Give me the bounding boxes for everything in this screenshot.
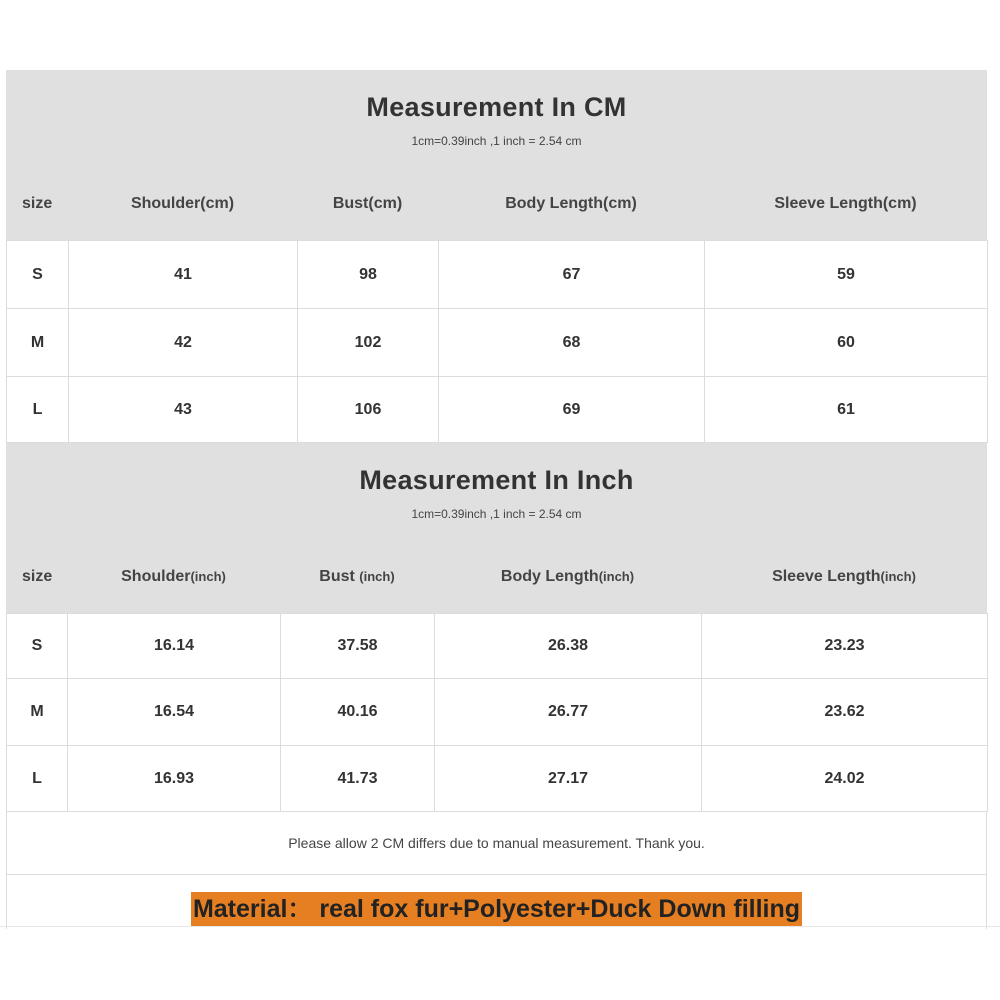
inch-cell: 23.23: [702, 614, 988, 679]
material-label: Material： real fox fur+Polyester+Duck Down filling: [191, 892, 802, 926]
inch-cell: 16.93: [68, 746, 281, 812]
cm-header-sleeve-length: Sleeve Length(cm): [774, 195, 917, 212]
cm-cell: 41: [69, 241, 298, 309]
inch-cell: 16.54: [68, 679, 281, 746]
inch-header-bust: [280, 568, 434, 586]
inch-cell: 27.17: [435, 746, 702, 812]
inch-size-m: M: [7, 679, 68, 746]
inch-cell: 40.16: [281, 679, 435, 746]
inch-cell: 24.02: [702, 746, 988, 812]
cm-header-bust: Bust(cm): [332, 195, 403, 212]
cm-cell: 43: [69, 377, 298, 443]
table-row: [7, 614, 988, 679]
inch-table: [6, 613, 988, 812]
cm-title: Measurement In CM: [366, 92, 627, 122]
table-row: [7, 309, 988, 377]
size-chart: [6, 70, 987, 929]
cm-conversion-note: 1cm=0.39inch ,1 inch = 2.54 cm: [411, 134, 582, 148]
inch-header-block: [6, 443, 987, 613]
inch-header-shoulder: [67, 568, 280, 586]
cm-cell: 67: [439, 241, 705, 309]
inch-size-s: S: [7, 614, 68, 679]
cm-cell: 98: [298, 241, 439, 309]
cm-cell: 42: [69, 309, 298, 377]
inch-header-sleeve-length: [701, 568, 987, 586]
cm-cell: 61: [705, 377, 988, 443]
cm-header-shoulder: Shoulder(cm): [130, 195, 235, 212]
inch-unit: (inch): [598, 569, 635, 584]
measurement-disclaimer: Please allow 2 CM differs due to manual measurement. Thank you.: [6, 812, 987, 875]
inch-cell: 41.73: [281, 746, 435, 812]
table-row: [7, 377, 988, 443]
cm-size-m: M: [7, 309, 69, 377]
inch-cell: 16.14: [68, 614, 281, 679]
inch-cell: 23.62: [702, 679, 988, 746]
cm-cell: 59: [705, 241, 988, 309]
material-row: [6, 875, 987, 929]
inch-header-bust-label: Bust: [319, 568, 360, 585]
cm-table: [6, 240, 988, 443]
inch-header-shoulder-label: Shoulder: [121, 568, 191, 585]
inch-size-l: L: [7, 746, 68, 812]
table-row: [7, 241, 988, 309]
inch-header-sleeve-length-label: Sleeve Length: [772, 568, 881, 585]
cm-size-s: S: [7, 241, 69, 309]
cm-cell: 106: [298, 377, 439, 443]
cm-size-l: L: [7, 377, 69, 443]
inch-cell: 26.38: [435, 614, 702, 679]
inch-unit: (inch): [190, 569, 226, 584]
inch-conversion-note: 1cm=0.39inch ,1 inch = 2.54 cm: [411, 507, 582, 521]
inch-cell: 37.58: [281, 614, 435, 679]
bottom-divider: [0, 926, 1000, 927]
cm-cell: 102: [298, 309, 439, 377]
cm-header-body-length: Body Length(cm): [505, 195, 637, 212]
inch-header-body-length: [434, 568, 701, 586]
cm-cell: 60: [705, 309, 988, 377]
table-row: [7, 746, 988, 812]
cm-header-block: [6, 70, 987, 240]
cm-cell: 68: [439, 309, 705, 377]
inch-cell: 26.77: [435, 679, 702, 746]
inch-header-size: size: [22, 568, 53, 585]
inch-header-body-length-label: Body Length: [500, 568, 599, 585]
cm-column-headers: [6, 170, 987, 238]
inch-unit: (inch): [359, 569, 395, 584]
cm-header-size: size: [22, 195, 53, 212]
table-row: [7, 679, 988, 746]
inch-column-headers: [6, 543, 987, 611]
inch-unit: (inch): [880, 569, 916, 584]
inch-title: Measurement In Inch: [359, 465, 634, 495]
cm-cell: 69: [439, 377, 705, 443]
